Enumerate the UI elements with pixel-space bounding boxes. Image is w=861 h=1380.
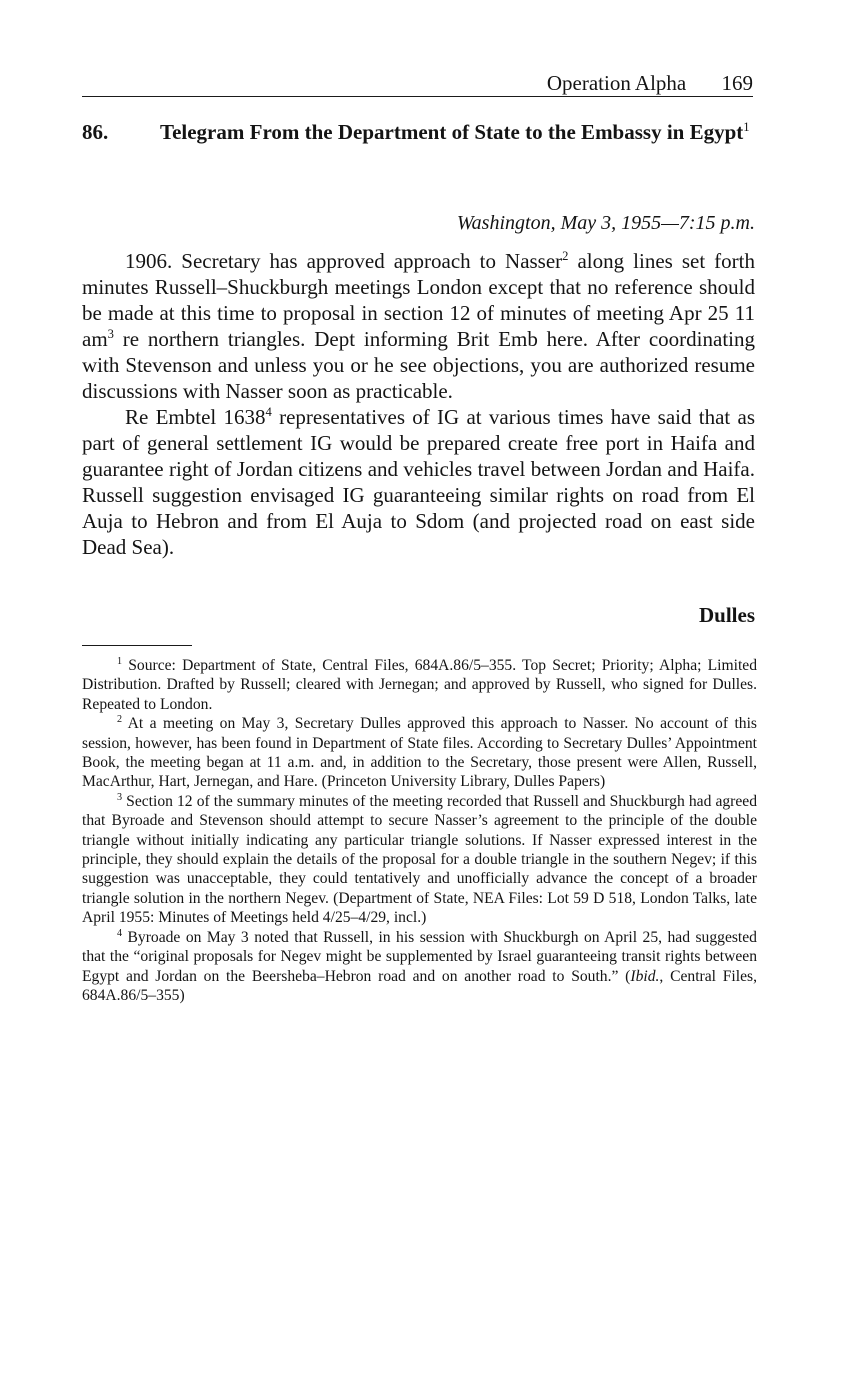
footnote-marker: 1 bbox=[117, 655, 123, 667]
dateline: Washington, May 3, 1955—7:15 p.m. bbox=[456, 212, 755, 234]
footnote-1 bbox=[82, 656, 757, 714]
footnote-divider bbox=[82, 645, 192, 646]
running-head bbox=[82, 70, 753, 97]
signature: Dulles bbox=[698, 603, 755, 627]
body-p1-part-a: 1906. Secretary has approved approach to Nasser bbox=[125, 249, 563, 273]
footnote-ibid: Ibid. bbox=[630, 967, 660, 985]
footnote-3 bbox=[82, 792, 757, 928]
footnote-text-end: , Central Files, 684A.86/5–355) bbox=[82, 967, 757, 1004]
footnote-marker: 4 bbox=[117, 927, 123, 939]
document-title-text: Telegram From the Department of State to the Embassy in Egypt bbox=[160, 120, 744, 144]
telegram-body bbox=[82, 248, 755, 560]
document-title bbox=[160, 118, 760, 146]
footnote-text: At a meeting on May 3, Secretary Dulles approved this approach to Nasser. No account of this session, however, has been found in Department of State files. According to Secretary Dulles’ Appointment Book, the meeting began at 11 a.m. and, in addition to the Secretary, those present were Allen, Russell, MacArthur, Hart, Jernegan, and Hare. (Princeton University Library, Dulles Papers) bbox=[82, 715, 757, 791]
body-paragraph-1 bbox=[82, 248, 755, 404]
footnote-ref-3[interactable]: 3 bbox=[107, 327, 114, 341]
body-p1-part-b: along lines set forth minutes Russell–Shuckburgh meetings London except that no reference should be made at this time to proposal in section 12 of minutes of meeting Apr 25 11 am bbox=[82, 249, 755, 351]
running-head-title: Operation Alpha bbox=[546, 71, 687, 95]
footnotes bbox=[82, 656, 757, 1005]
footnote-2 bbox=[82, 714, 757, 792]
footnote-text: Byroade on May 3 noted that Russell, in his session with Shuckburgh on April 25, had suggested that the “original proposals for Negev might be supplemented by Israel guaranteeing transit rights between Egypt and Jordan on the Beersheba–Hebron road and on another road to South.” ( bbox=[82, 928, 757, 985]
footnote-4 bbox=[82, 928, 757, 1006]
body-p2-part-b: representatives of IG at various times have said that as part of general settlement IG would be prepared create free port in Haifa and guarantee right of Jordan citizens and vehicles travel between Jordan and Haifa. Russell suggestion envisaged IG guaranteeing similar rights on road from El Auja to Hebron and from El Auja to Sdom (and projected road on east side Dead Sea). bbox=[82, 405, 755, 559]
footnote-ref-4[interactable]: 4 bbox=[265, 405, 272, 419]
footnote-ref-1[interactable]: 1 bbox=[743, 120, 750, 134]
footnote-marker: 2 bbox=[117, 714, 123, 726]
body-p1-part-c: re northern triangles. Dept informing Brit Emb here. After coordinating with Stevenson and unless you or he see objections, you are authorized resume discussions with Nasser soon as practicable. bbox=[82, 327, 755, 403]
footnote-text: Source: Department of State, Central Files, 684A.86/5–355. Top Secret; Priority; Alpha; Limited Distribution. Drafted by Russell; cleared with Jernegan; and approved by Russell, who signed for Dulles. Repeated to London. bbox=[82, 657, 757, 713]
page-number: 169 bbox=[721, 71, 753, 95]
footnote-text: Section 12 of the summary minutes of the meeting recorded that Russell and Shuckburgh had agreed that Byroade and Stevenson should attempt to secure Nasser’s agreement to the principle of the double triangle without initially indicating any particular triangle solutions. If Nasser expressed interest in the principle, they should explain the details of the proposal for a double triangle in the southern Negev; if this suggestion was unacceptable, they could tentatively and unofficially advance the concept of a broader triangle solution in the northern Negev. (Department of State, NEA Files: Lot 59 D 518, London Talks, late April 1955: Minutes of Meetings held 4/25–4/29, incl.) bbox=[82, 792, 757, 927]
footnote-ref-2[interactable]: 2 bbox=[562, 249, 569, 263]
document-number: 86. bbox=[82, 120, 109, 144]
body-p2-part-a: Re Embtel 1638 bbox=[125, 405, 266, 429]
footnote-marker: 3 bbox=[117, 791, 123, 803]
body-paragraph-2 bbox=[82, 404, 755, 560]
